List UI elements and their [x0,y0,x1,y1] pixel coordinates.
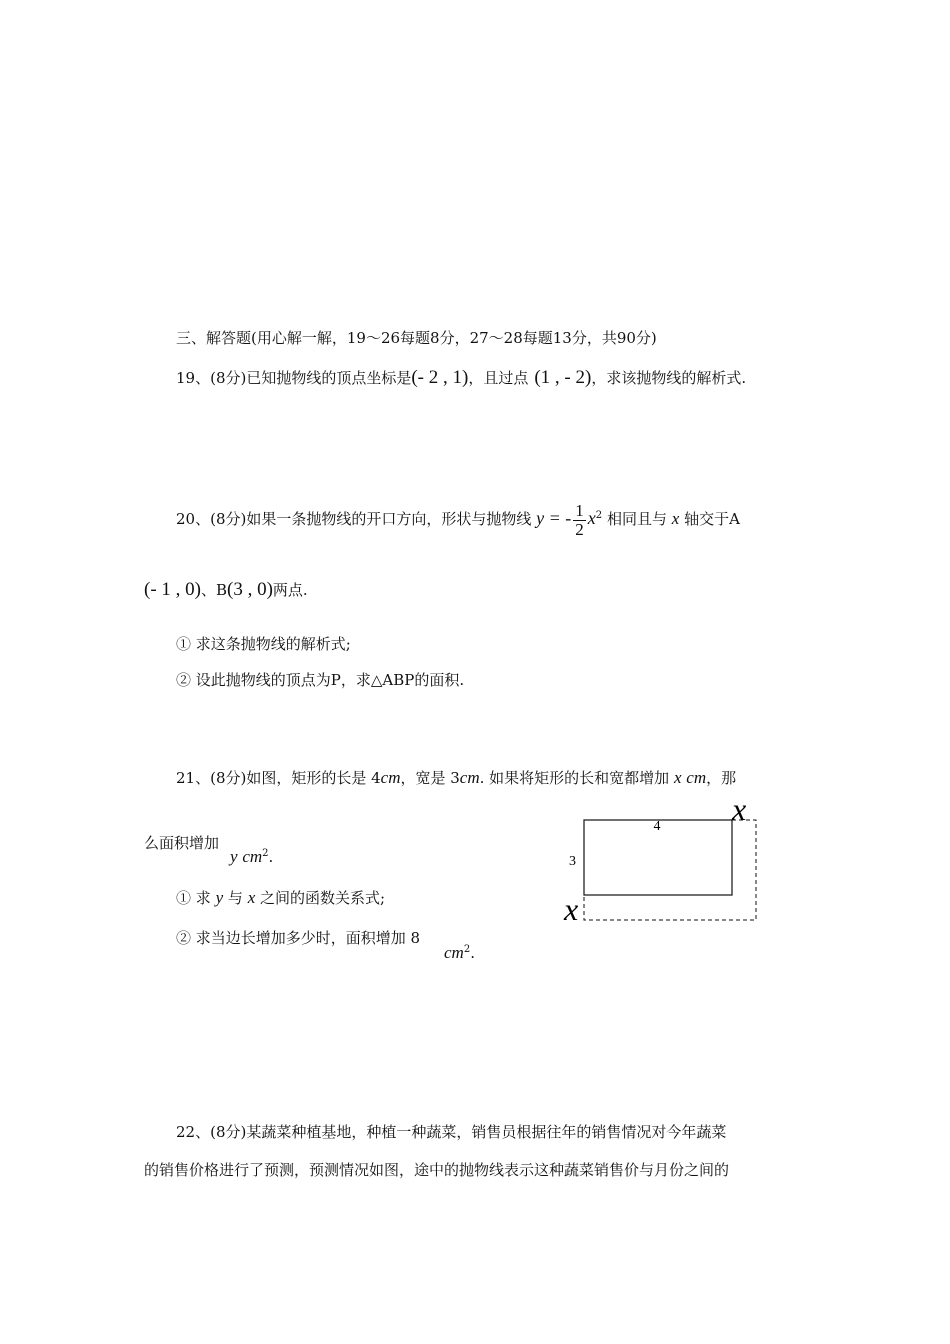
q22-line-2 [144,1160,729,1180]
q21-sub2-dot: . [470,944,475,962]
q21-text-a: 如图，矩形的长是 4 [246,769,381,787]
q21-sub2-a: ② 求当边长增加多少时，面积增加 8 [176,929,421,947]
q20-sub1-text: ① 求这条抛物线的解析式; [176,635,351,653]
q22-text-b: 的销售价格进行了预测，预测情况如图，途中的抛物线表示这种蔬菜销售价与月份之间的 [144,1161,730,1179]
q21-dot: . [268,848,274,866]
q21-sub1-var-x: x [247,888,256,907]
q20-points-line [144,580,308,600]
q21-sub1-a: ① 求 [176,889,211,907]
q20-text-c: 轴交于A [684,510,740,528]
label-x-left: x [564,891,579,927]
q20-point-a: (- 1 , 0) [144,579,201,600]
extended-rectangle-outline [584,820,756,920]
q21-rectangle-figure [560,792,770,932]
q21-text-c: . 如果将矩形的长和宽都增加 [479,769,670,787]
q19-text-b: ，且过点 [468,369,529,387]
q21-var-x: x [673,768,682,787]
q21-unit-length: cm [380,768,401,787]
q21-number: 21、(8分) [176,769,247,787]
q20-subquestion-1 [176,634,351,654]
q22-text-a: 某蔬菜种植基地，种植一种蔬菜，销售员根据往年的销售情况对今年蔬菜 [246,1123,727,1141]
q19-text-a: 已知抛物线的顶点坐标是 [246,369,412,387]
q21-unit-area: cm [242,847,263,866]
section-heading-text: 三、解答题(用心解一解，19～26每题8分，27～28每题13分，共90分) [176,329,657,347]
section-heading [176,328,657,348]
question-22 [176,1122,726,1142]
q20-fraction [573,502,586,539]
q21-line-2 [144,833,219,853]
q21-text-d: ，那 [706,769,737,787]
q20-eq-exp: 2 [595,510,603,521]
q21-sub1-b: 与 [227,889,243,907]
q21-exp: 2 [262,848,269,859]
question-20 [176,496,740,539]
q19-text-c: ，求该抛物线的解析式. [591,369,747,387]
q20-axis-var: x [671,509,680,528]
q21-unit-x: cm [686,768,707,787]
q21-subquestion-2-math [444,940,475,963]
q20-eq-var: x [587,508,596,528]
question-19 [176,368,746,388]
q20-number: 20、(8分) [176,510,247,528]
q20-text-b: 相同且与 [606,510,667,528]
q21-text-e: 么面积增加 [144,834,220,852]
q19-point: (1 , - 2) [534,367,592,388]
q19-vertex: (- 2 , 1) [411,367,469,388]
label-length: 4 [653,819,661,834]
q21-sub2-unit: cm [444,943,464,962]
question-21 [176,768,736,788]
label-width: 3 [569,854,576,869]
q21-var-y: y [230,847,238,866]
q21-sub2-exp: 2 [463,944,471,955]
q21-text-b: ，宽是 3 [400,769,460,787]
q20-sep: 、B [200,581,228,599]
q20-text-d: 两点. [272,581,308,599]
q19-number: 19、(8分) [176,369,247,387]
label-x-top: x [732,792,747,827]
q21-subquestion-1 [176,888,385,908]
q20-subquestion-2 [176,670,464,690]
q20-frac-num: 1 [575,500,584,520]
q21-unit-width: cm [459,768,480,787]
q20-eq-lhs: y = - [536,508,572,528]
q21-sub1-c: 之间的函数关系式; [260,889,386,907]
q21-subquestion-2 [176,928,420,948]
q20-point-b: (3 , 0) [227,579,273,600]
q20-sub2-text: ② 设此抛物线的顶点为P，求△ABP的面积. [176,671,465,689]
q20-frac-den: 2 [575,519,584,539]
q20-text-a: 如果一条抛物线的开口方向，形状与抛物线 [246,510,532,528]
q22-number: 22、(8分) [176,1123,247,1141]
q21-line-2-math [230,844,273,867]
q21-sub1-var-y: y [215,888,224,907]
